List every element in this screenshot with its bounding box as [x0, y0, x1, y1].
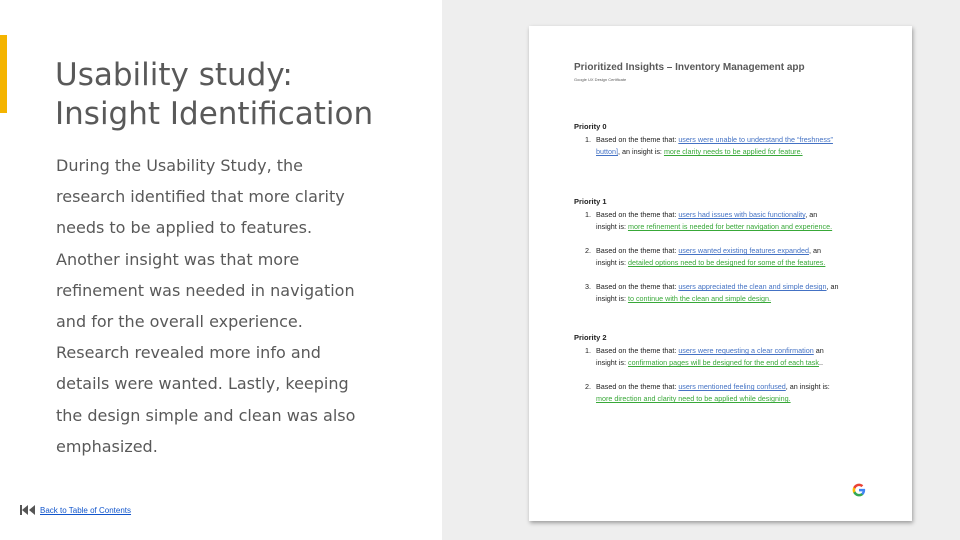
priority-heading: Priority 1	[574, 197, 607, 206]
insight-label: insight is:	[596, 258, 628, 267]
trail-text: , an	[805, 210, 818, 219]
insight-item	[574, 381, 894, 405]
body-line: emphasized.	[56, 436, 158, 456]
slide-body-text	[56, 150, 356, 462]
insight-label: insight is:	[596, 294, 628, 303]
trail-text: , an	[808, 246, 821, 255]
insight-line	[596, 345, 894, 357]
lead-in-text: Based on the theme that:	[596, 135, 679, 144]
body-line: needs to be applied to features.	[56, 218, 313, 238]
insight-link: to continue with the clean and simple design.	[627, 294, 772, 303]
theme-link: users were unable to understand the “freshness”	[678, 135, 833, 144]
back-to-toc-link[interactable]	[20, 504, 131, 516]
body-line: Another insight was that more	[56, 249, 300, 269]
insight-line	[596, 293, 894, 305]
body-line: During the Usability Study, the	[56, 156, 304, 175]
document-title: Prioritized Insights – Inventory Management app	[574, 62, 805, 73]
priority-heading: Priority 0	[574, 122, 607, 131]
insight-line	[596, 281, 894, 293]
trail-text: , an	[826, 282, 839, 291]
lead-in-text: Based on the theme that:	[596, 346, 679, 355]
trail-text: an	[813, 346, 824, 355]
insight-line	[596, 146, 894, 158]
theme-link: users appreciated the clean and simple design	[678, 282, 827, 291]
insight-line	[596, 134, 894, 146]
insight-line	[596, 381, 894, 393]
trail-text: , an insight is:	[785, 382, 830, 391]
item-number: 2.	[585, 246, 591, 255]
accent-bar	[0, 35, 7, 113]
insight-item	[574, 281, 894, 305]
lead-in-text: Based on the theme that:	[596, 282, 679, 291]
theme-link: button]	[596, 147, 618, 156]
lead-in-text: Based on the theme that:	[596, 246, 679, 255]
insight-label: insight is:	[596, 222, 628, 231]
item-number: 1.	[585, 210, 591, 219]
insight-line	[596, 245, 894, 257]
body-line: and for the overall experience.	[56, 312, 303, 332]
priority-2-section	[574, 333, 894, 417]
body-line: the design simple and clean was also	[56, 405, 356, 425]
item-number: 1.	[585, 346, 591, 355]
insight-item	[574, 345, 894, 369]
theme-link: users were requesting a clear confirmation	[678, 346, 814, 355]
body-line: Research revealed more info and	[56, 343, 321, 363]
insight-line	[596, 257, 894, 269]
lead-in-text: Based on the theme that:	[596, 210, 679, 219]
insight-item	[574, 209, 894, 233]
insight-link: confirmation pages will be designed for the end of each task	[627, 358, 819, 367]
tail-text: ..	[818, 358, 823, 367]
priority-1-section	[574, 197, 894, 317]
body-line: details were wanted. Lastly, keeping	[56, 374, 349, 394]
insight-line	[596, 393, 894, 405]
theme-link: users had issues with basic functionality	[678, 210, 806, 219]
document-page-image	[529, 26, 912, 521]
lead-in-text: Based on the theme that:	[596, 382, 679, 391]
skip-back-icon	[20, 504, 36, 516]
priority-0-section	[574, 122, 894, 170]
body-line: refinement was needed in navigation	[56, 280, 355, 300]
insight-label: insight is:	[596, 358, 628, 367]
insight-link: more direction and clarity need to be applied while designing.	[596, 394, 791, 403]
item-number: 1.	[585, 135, 591, 144]
item-number: 3.	[585, 282, 591, 291]
item-number: 2.	[585, 382, 591, 391]
insight-line	[596, 221, 894, 233]
insight-item	[574, 245, 894, 269]
insight-link: more refinement is needed for better navigation and experience.	[627, 222, 833, 231]
google-logo-icon	[852, 483, 866, 497]
document-subtitle: Google UX Design Certificate	[574, 77, 627, 82]
slide-title	[55, 56, 435, 134]
slide-left-panel	[0, 0, 442, 540]
slide-title-line: Usability study:	[55, 57, 293, 93]
theme-link: users mentioned feeling confused	[678, 382, 786, 391]
insight-link: detailed options need to be designed for some of the features.	[627, 258, 826, 267]
insight-line	[596, 357, 894, 369]
priority-heading: Priority 2	[574, 333, 607, 342]
insight-line	[596, 209, 894, 221]
body-line: research identified that more clarity	[56, 187, 345, 207]
slide-right-panel	[442, 0, 960, 540]
insight-item	[574, 134, 894, 158]
theme-link: users wanted existing features expanded	[678, 246, 809, 255]
back-link-label[interactable]: Back to Table of Contents	[40, 505, 132, 515]
insight-link: more clarity needs to be applied for feature.	[663, 147, 803, 156]
mid-text: , an insight is:	[617, 147, 664, 156]
slide-title-line: Insight Identification	[55, 96, 374, 132]
